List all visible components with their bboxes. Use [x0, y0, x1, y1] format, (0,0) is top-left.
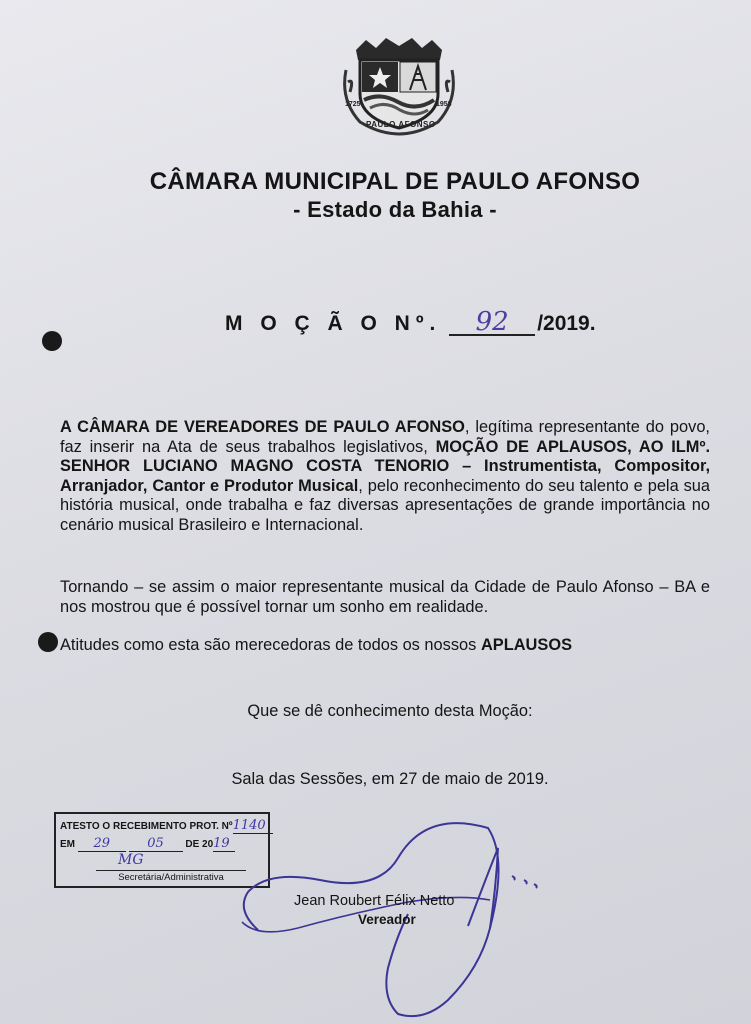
motion-number-handwritten: 92 — [449, 310, 535, 336]
stamp-month: 05 — [129, 836, 183, 852]
stamp-day: 29 — [78, 836, 126, 852]
crest-year-left: 1725 — [345, 101, 361, 108]
signatory-name: Jean Roubert Félix Netto — [294, 893, 455, 909]
motion-heading — [225, 307, 596, 337]
knowledge-line: Que se dê conhecimento desta Moção: — [247, 702, 533, 720]
stamp-year: 19 — [213, 836, 235, 852]
state-subtitle: - Estado da Bahia - — [293, 197, 497, 222]
crest-city-label: PAULO AFONSO — [366, 120, 436, 129]
stamp-de-label: DE 20 — [185, 839, 214, 850]
applause-bold: APLAUSOS — [480, 636, 573, 654]
chamber-title: CÂMARA MUNICIPAL DE PAULO AFONSO — [149, 168, 641, 195]
stamp-receipt-label: ATESTO O RECEBIMENTO PROT. Nº — [60, 821, 233, 832]
crest-year-right: 1958 — [436, 101, 452, 108]
motion-paragraph-3 — [60, 636, 710, 656]
stamp-line-2 — [60, 836, 235, 852]
punch-hole-bottom — [38, 632, 58, 652]
motion-paragraph-2: Tornando – se assim o maior representante musical da Cidade de Paulo Afonso – BA e nos mostrou que é possível tornar um sonho em realidade. — [60, 578, 710, 616]
session-date-line: Sala das Sessões, em 27 de maio de 2019. — [231, 770, 549, 788]
stamp-prot-number: 1140 — [233, 818, 273, 834]
motion-label: M O Ç Ã O Nº. — [225, 312, 442, 335]
chamber-name-bold: A CÂMARA DE VEREADORES DE PAULO AFONSO — [60, 418, 465, 436]
motion-paragraph-1 — [60, 418, 710, 535]
motion-year: /2019. — [537, 312, 596, 335]
stamp-initials: MG — [118, 852, 144, 868]
punch-hole-top — [42, 331, 62, 351]
p3-text: Atitudes como esta são merecedoras de todos os nossos — [60, 636, 481, 654]
honoree-bold: MOÇÃO DE APLAUSOS, AO ILMº. SENHOR LUCIANO MAGNO COSTA TENORIO – Instrumentista, Compositor, Arranjador, Cantor e Produtor Musical — [60, 437, 710, 495]
signatory-role: Vereador — [358, 912, 416, 927]
p1-text-1: , legítima representante do povo, faz inserir na Ata de seus trabalhos legislativos, — [60, 418, 710, 456]
stamp-footer: Secretária/Administrativa — [96, 870, 246, 883]
stamp-em-label: EM — [60, 839, 75, 850]
p1-text-2: , pelo reconhecimento do seu talento e pela sua história musical, onde trabalha e faz diversas apresentações de grande importância no cenário musical Brasileiro e Internacional. — [60, 476, 711, 534]
